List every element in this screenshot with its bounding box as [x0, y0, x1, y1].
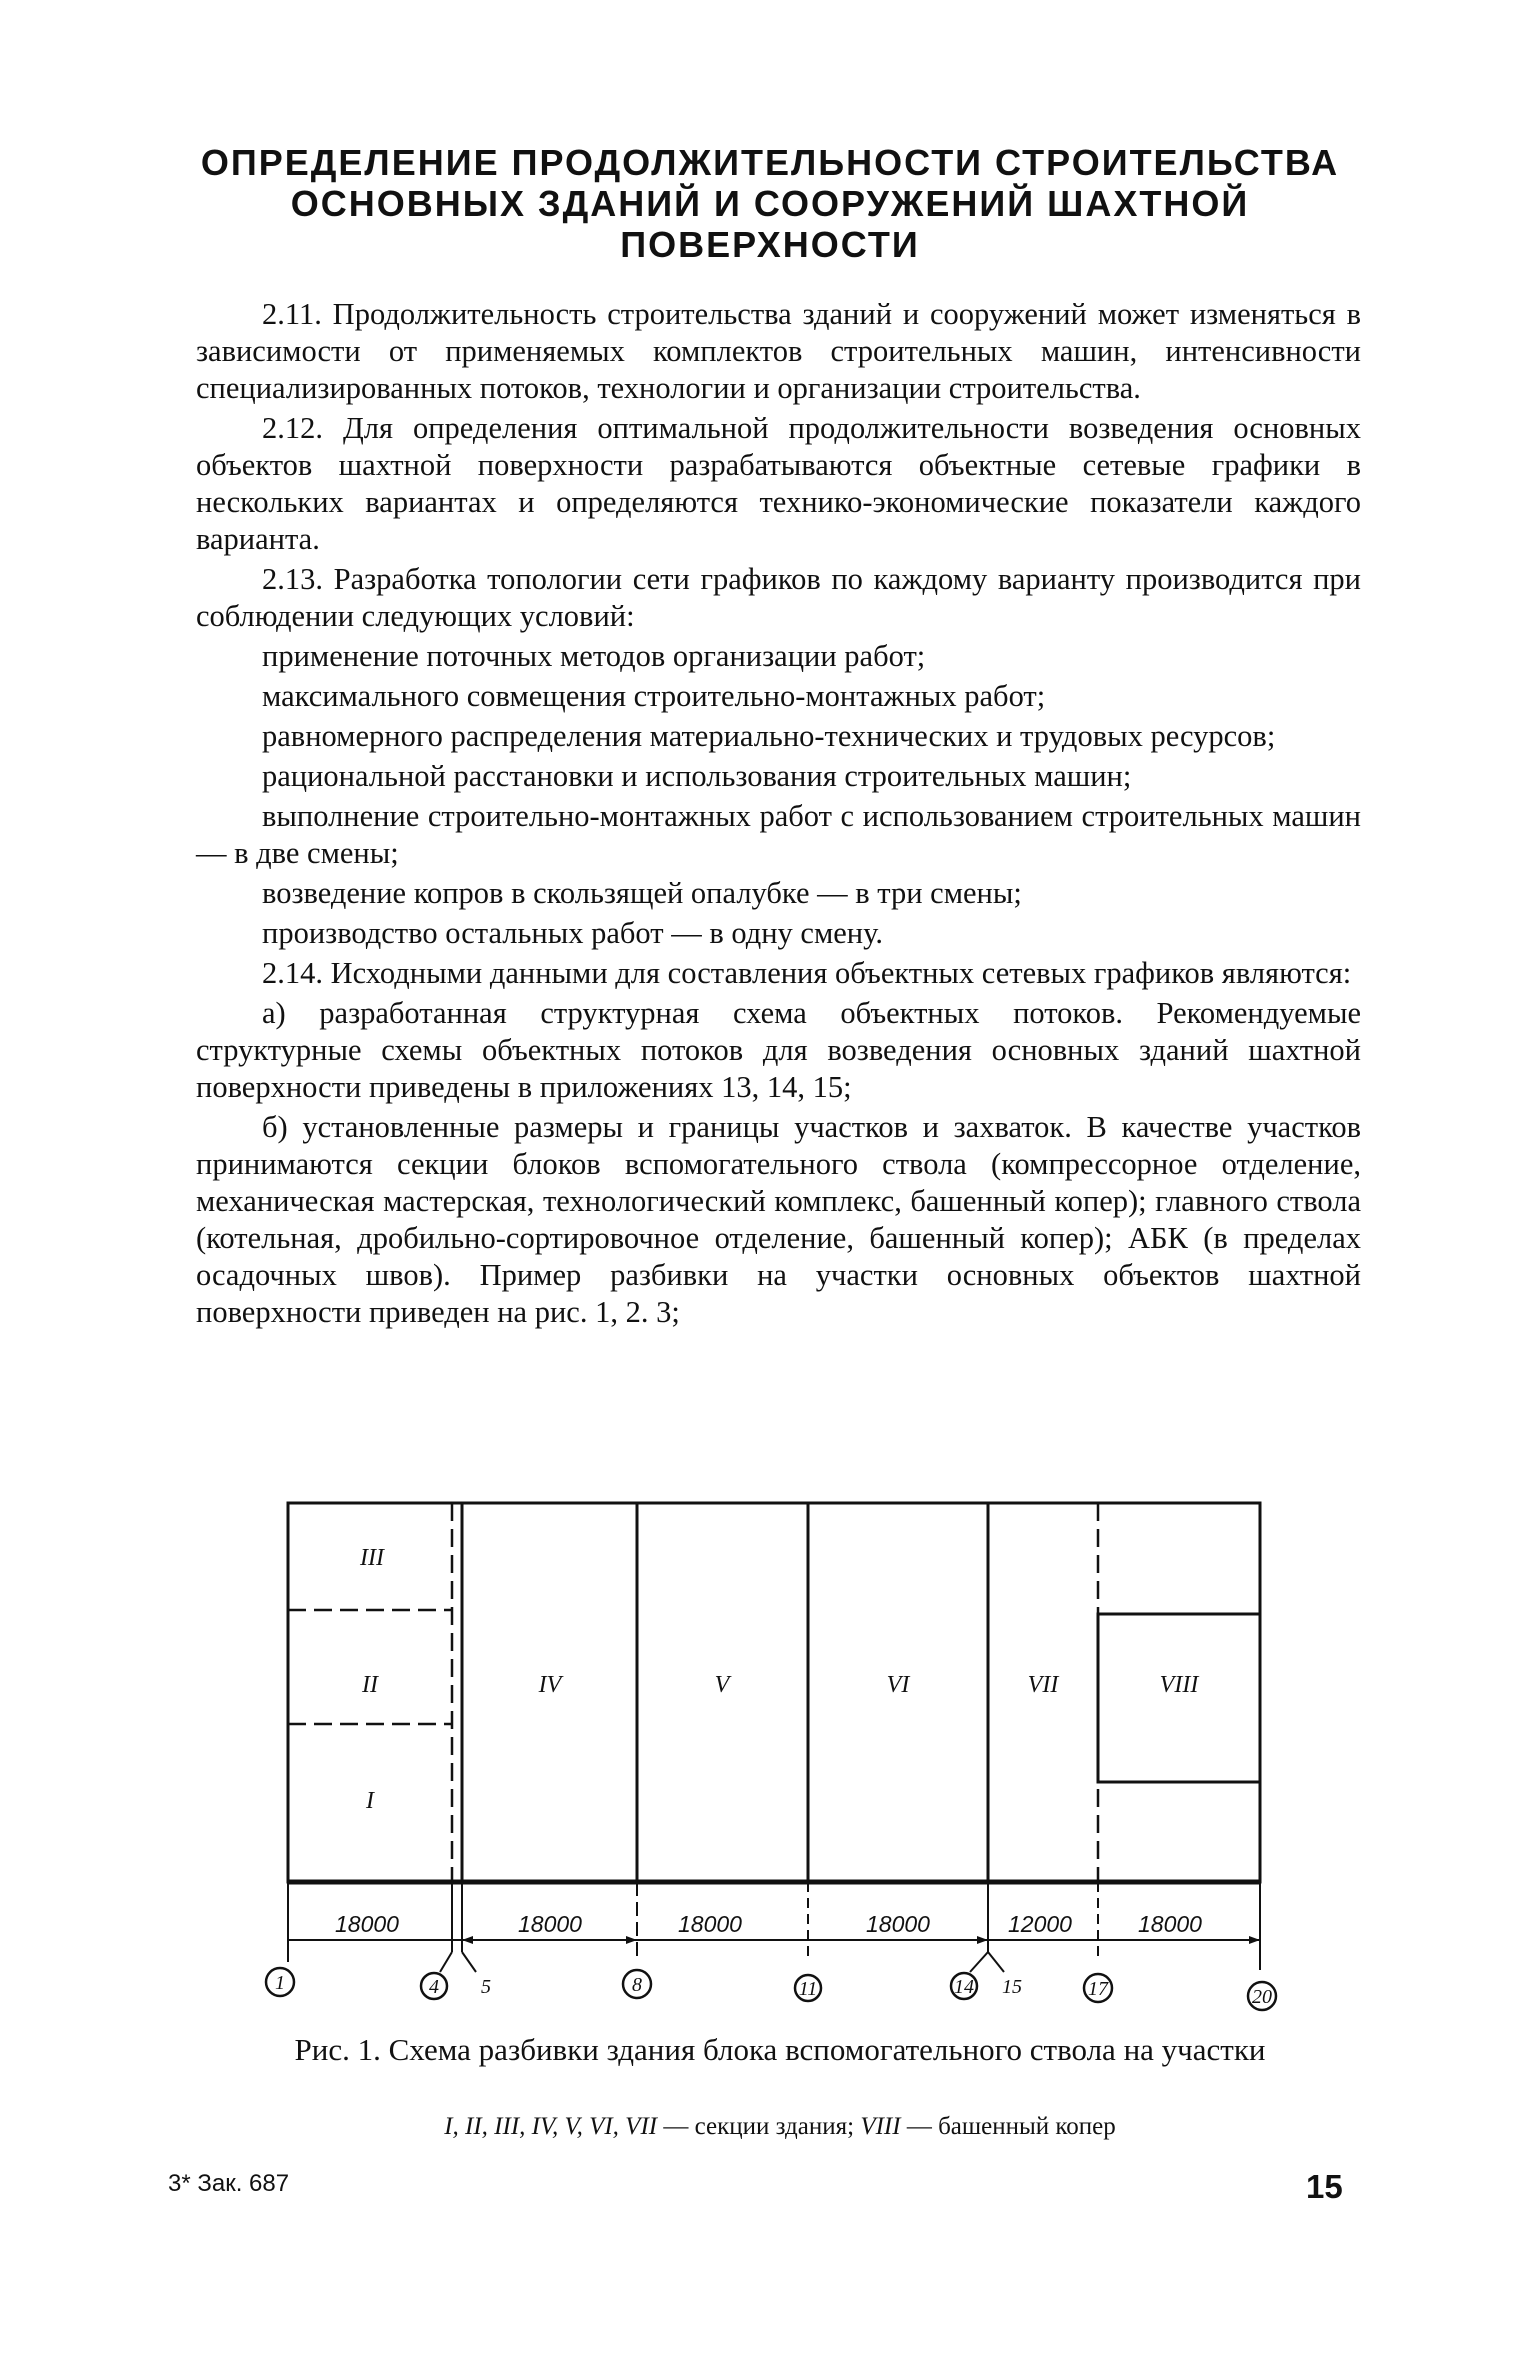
figure-caption: Рис. 1. Схема разбивки здания блока вспомогательного ствола на участки: [294, 2032, 1266, 2067]
section-label-viii: VIII: [1159, 1672, 1199, 1698]
paragraph-2-11: 2.11. Продолжительность строительства зданий и сооружений может изменяться в зависимости от применяемых комплектов строительных машин, интенсивности специализированных потоков, технологии и организации строительства.: [196, 297, 1361, 405]
page-number: 15: [1306, 2168, 1343, 2205]
axis-number: 4: [429, 1976, 439, 1998]
axis-number: 5: [481, 1976, 491, 1998]
axis-number: 20: [1252, 1986, 1272, 2008]
legend-sections-text: — секции здания;: [663, 2113, 855, 2140]
section-label-ii: II: [362, 1672, 378, 1698]
axis-number: 14: [954, 1976, 974, 1998]
section-label-v: V: [714, 1672, 730, 1698]
legend-tower: VIII: [860, 2113, 901, 2140]
dimension-label: 18000: [518, 1911, 582, 1937]
paragraph-2-12: 2.12. Для определения оптимальной продолжительности возведения основных объектов шахтной поверхности разрабатываются объектные сетевые графики в нескольких вариантах и определяются технико-экономические показатели каждого варианта.: [196, 411, 1361, 556]
item-a: а) разработанная структурная схема объектных потоков. Рекомендуемые структурные схемы объектных потоков для возведения основных зданий шахтной поверхности приведены в приложениях 13, 14, 15;: [196, 996, 1361, 1104]
legend-tower-text: — башенный копер: [906, 2113, 1116, 2140]
axis-number: 17: [1088, 1978, 1108, 2000]
condition-item: рациональной расстановки и использования строительных машин;: [262, 759, 1132, 793]
condition-item: выполнение строительно-монтажных работ с использованием строительных машин — в две смены;: [196, 799, 1361, 870]
axis-number: 11: [798, 1978, 818, 2000]
print-order-note: 3* Зак. 687: [168, 2170, 290, 2197]
section-label-iv: IV: [538, 1672, 562, 1698]
dimension-label: 18000: [866, 1911, 930, 1937]
title-line-3: ПОВЕРХНОСТИ: [620, 224, 920, 265]
item-b: б) установленные размеры и границы участков и захваток. В качестве участков принимаются секции блоков вспомогательного ствола (компрессорное отделение, механическая мастерская, технологический комплекс, башенный копер); главного ствола (котельная, дробильно-сортировочное отделение, башенный копер); АБК (в пределах осадочных швов). Пример разбивки на участки основных объектов шахтной поверхности приведен на рис. 1, 2. 3;: [196, 1110, 1361, 1329]
condition-item: производство остальных работ — в одну смену.: [262, 916, 883, 950]
paragraph-2-14: 2.14. Исходными данными для составления объектных сетевых графиков являются:: [262, 956, 1352, 990]
dimension-label: 18000: [678, 1911, 742, 1937]
condition-item: применение поточных методов организации работ;: [262, 639, 926, 673]
title-line-1: ОПРЕДЕЛЕНИЕ ПРОДОЛЖИТЕЛЬНОСТИ СТРОИТЕЛЬСТВА: [200, 142, 1340, 183]
title-line-2: ОСНОВНЫХ ЗДАНИЙ И СООРУЖЕНИЙ ШАХТНОЙ: [290, 183, 1250, 224]
axis-number: 15: [1002, 1976, 1022, 1998]
condition-item: возведение копров в скользящей опалубке — в три смены;: [262, 876, 1022, 910]
dimension-label: 18000: [335, 1911, 399, 1937]
section-label-iii: III: [360, 1545, 384, 1571]
condition-item: равномерного распределения материально-технических и трудовых ресурсов;: [262, 719, 1276, 753]
legend-sections: I, II, III, IV, V, VI, VII: [444, 2113, 658, 2140]
axis-number: 8: [632, 1974, 642, 1996]
section-label-vi: VI: [886, 1672, 910, 1698]
dimension-label: 18000: [1138, 1911, 1202, 1937]
paragraph-2-13: 2.13. Разработка топологии сети графиков по каждому варианту производится при соблюдении следующих условий:: [196, 562, 1361, 633]
figure-legend: [200, 2112, 1360, 2142]
section-label-vii: VII: [1027, 1672, 1059, 1698]
section-label-i: I: [366, 1788, 374, 1814]
condition-item: максимального совмещения строительно-монтажных работ;: [262, 679, 1046, 713]
tower-section: [1098, 1614, 1260, 1782]
axis-number: 1: [275, 1972, 285, 1994]
building-outline: [288, 1503, 1260, 1882]
dimension-label: 12000: [1008, 1911, 1072, 1937]
